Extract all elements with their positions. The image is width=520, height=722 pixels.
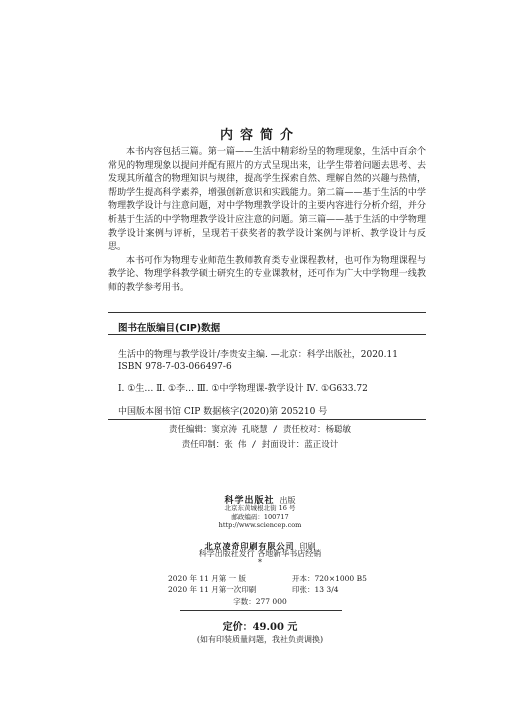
publisher-postcode: 邮政编码：100717 bbox=[231, 513, 289, 521]
price: 定价：49.00 元 bbox=[222, 622, 298, 633]
printed-sheets: 印张：13 3/4 bbox=[292, 585, 339, 594]
first-printing: 2020 年 11 月第一次印刷 bbox=[168, 585, 257, 594]
staff-production: 责任印制：张 伟 / 封面设计：蓝正设计 bbox=[181, 440, 339, 450]
quality-note: (如有印装质量问题，我社负责调换) bbox=[196, 635, 324, 644]
intro-body bbox=[108, 146, 426, 296]
word-count: 字数：277 000 bbox=[233, 597, 287, 606]
cip-heading: 图书在版编目(CIP)数据 bbox=[118, 323, 221, 334]
price-rule bbox=[180, 610, 342, 611]
cip-data-number: 中国版本图书馆 CIP 数据核字(2020)第 205210 号 bbox=[118, 407, 328, 417]
cip-bottom-rule bbox=[108, 419, 426, 420]
publisher-address: 北京东黄城根北街 16 号 bbox=[224, 504, 296, 512]
cip-isbn: ISBN 978-7-03-066497-6 bbox=[118, 362, 232, 372]
distribution-line: 科学出版社发行 各地新华书店经销 bbox=[198, 549, 322, 558]
publisher-suffix: 出版 bbox=[279, 496, 296, 505]
separator-star: * bbox=[258, 558, 262, 567]
staff-editors: 责任编辑：窦京涛 孔晓慧 / 责任校对：杨聪敏 bbox=[169, 425, 351, 435]
publisher-website: http://www.sciencep.com bbox=[218, 521, 302, 529]
publisher-name: 科学出版社 bbox=[224, 496, 275, 506]
book-format: 开本：720×1000 B5 bbox=[292, 574, 367, 583]
intro-paragraph: 本书可作为物理专业师范生教师教育类专业课程教材，也可作为物理课程与教学论、物理学科教学硕士研究生的专业课教材，还可作为广大中学物理一线教师的教学参考用书。 bbox=[108, 255, 426, 293]
printer-suffix: 印刷 bbox=[299, 542, 316, 551]
cip-heading-rule bbox=[108, 334, 426, 335]
printer-name: 北京凌奇印刷有限公司 bbox=[204, 542, 295, 551]
cip-citation: 生活中的物理与教学设计/李贵安主编. —北京：科学出版社，2020.11 bbox=[118, 350, 398, 360]
first-edition: 2020 年 11 月第 一 版 bbox=[168, 574, 247, 583]
intro-title: 内容简介 bbox=[219, 128, 300, 143]
cip-classification: Ⅰ. ①生… Ⅱ. ①李… Ⅲ. ①中学物理课-教学设计 Ⅳ. ①G633.72 bbox=[118, 384, 368, 394]
intro-paragraph: 本书内容包括三篇。第一篇——生活中精彩纷呈的物理现象，生活中百余个常见的物理现象以提问并配有照片的方式呈现出来，让学生带着问题去思考、去发现其所蕴含的物理知识与规律，提高学生探索自然、理解自然的兴趣与热情，帮助学生提高科学素养，增强创新意识和实践能力。第二篇——基于生活的中学物理教学设计与注意问题，对中学物理教学设计的主要内容进行分析介绍，并分析基于生活的中学物理教学设计应注意的问题。第三篇——基于生活的中学物理教学设计案例与评析，呈现若干获奖者的教学设计案例与评析、教学设计与反思。 bbox=[108, 147, 426, 253]
cip-top-rule bbox=[108, 312, 426, 313]
